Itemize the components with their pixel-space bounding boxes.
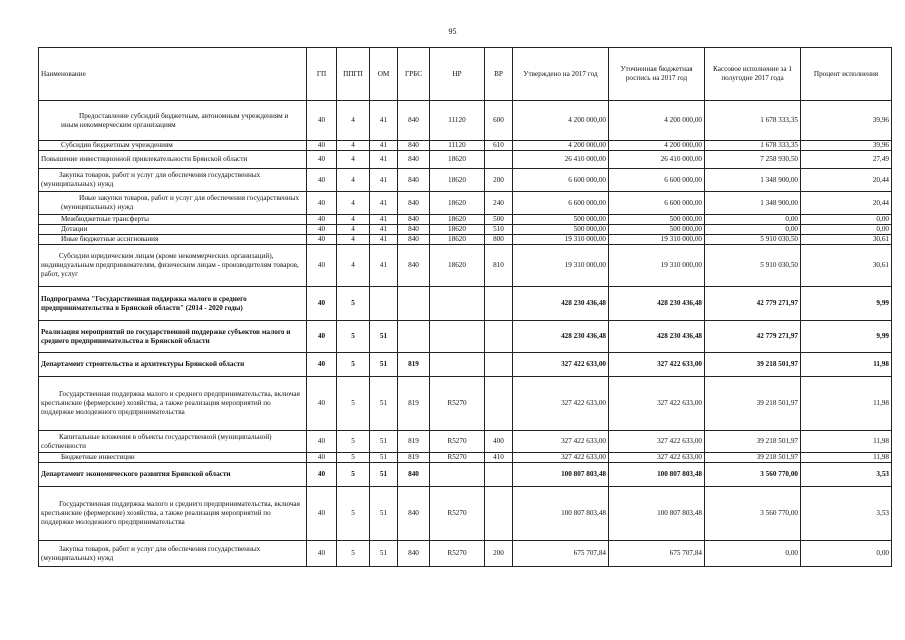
cell-name: Повышение инвестиционной привлекательности Брянской области [39,151,307,169]
cell-cash: 39 218 501,97 [705,431,801,453]
cell-percent: 0,00 [801,225,892,235]
cell-revised: 19 310 000,00 [609,235,705,245]
cell-percent: 3,53 [801,463,892,487]
table-row [39,377,892,431]
cell-percent: 9,99 [801,321,892,353]
cell-nr: 11120 [430,141,485,151]
cell-om: 41 [370,141,398,151]
cell-revised: 6 600 000,00 [609,169,705,192]
cell-grbs [398,287,430,321]
header-gp: ГП [307,48,337,101]
cell-grbs: 819 [398,431,430,453]
cell-approved: 675 707,84 [513,541,609,567]
table-row [39,235,892,245]
cell-ppgp: 5 [337,321,370,353]
cell-revised: 327 422 633,00 [609,453,705,463]
cell-vr: 240 [485,192,513,215]
cell-ppgp: 5 [337,431,370,453]
cell-name: Межбюджетные трансферты [39,215,307,225]
cell-vr: 500 [485,215,513,225]
cell-name: Иные закупки товаров, работ и услуг для обеспечения государственных (муниципальных) нужд [39,192,307,215]
cell-vr [485,377,513,431]
cell-nr: 18620 [430,235,485,245]
cell-om: 41 [370,235,398,245]
cell-approved: 100 807 803,48 [513,463,609,487]
cell-ppgp: 5 [337,453,370,463]
cell-grbs: 840 [398,215,430,225]
cell-percent: 9,99 [801,287,892,321]
cell-gp: 40 [307,141,337,151]
cell-nr: R5270 [430,377,485,431]
cell-approved: 4 200 000,00 [513,101,609,141]
cell-percent: 20,44 [801,169,892,192]
cell-gp: 40 [307,192,337,215]
cell-name: Капитальные вложения в объекты государственной (муниципальной) собственности [39,431,307,453]
header-vr: ВР [485,48,513,101]
cell-grbs: 840 [398,463,430,487]
cell-revised: 500 000,00 [609,225,705,235]
header-om: ОМ [370,48,398,101]
cell-ppgp: 4 [337,151,370,169]
cell-gp: 40 [307,151,337,169]
cell-revised: 500 000,00 [609,215,705,225]
cell-revised: 327 422 633,00 [609,353,705,377]
cell-om: 51 [370,431,398,453]
cell-ppgp: 4 [337,215,370,225]
cell-revised: 675 707,84 [609,541,705,567]
cell-revised: 26 410 000,00 [609,151,705,169]
cell-cash: 39 218 501,97 [705,353,801,377]
table-row [39,431,892,453]
cell-name: Реализация мероприятий по государственной поддержке субъектов малого и среднего предпринимательства в Брянской области [39,321,307,353]
cell-om: 41 [370,192,398,215]
cell-ppgp: 5 [337,487,370,541]
cell-cash: 0,00 [705,225,801,235]
cell-vr [485,321,513,353]
cell-percent: 11,98 [801,377,892,431]
cell-ppgp: 5 [337,541,370,567]
cell-approved: 327 422 633,00 [513,377,609,431]
cell-revised: 100 807 803,48 [609,463,705,487]
cell-ppgp: 5 [337,463,370,487]
cell-approved: 6 600 000,00 [513,192,609,215]
cell-nr: 18620 [430,169,485,192]
cell-nr: R5270 [430,541,485,567]
page-number: 95 [448,27,457,36]
table-row [39,321,892,353]
cell-grbs: 840 [398,141,430,151]
cell-name: Дотации [39,225,307,235]
cell-revised: 428 230 436,48 [609,287,705,321]
header-cash: Кассовое исполнение за 1 полугодие 2017 года [705,48,801,101]
cell-om [370,287,398,321]
header-nr: НР [430,48,485,101]
cell-name: Государственная поддержка малого и среднего предпринимательства, включая крестьянские (фермерские) хозяйства, а также реализация мероприятий по поддержке молодежного предпринимательства [39,377,307,431]
cell-gp: 40 [307,487,337,541]
cell-om: 41 [370,169,398,192]
table-row [39,151,892,169]
cell-nr: 18620 [430,215,485,225]
cell-gp: 40 [307,353,337,377]
cell-approved: 428 230 436,48 [513,287,609,321]
cell-om: 51 [370,377,398,431]
cell-revised: 4 200 000,00 [609,101,705,141]
cell-cash: 1 348 900,00 [705,169,801,192]
cell-gp: 40 [307,321,337,353]
table-row [39,192,892,215]
cell-nr [430,353,485,377]
cell-nr: R5270 [430,487,485,541]
cell-revised: 327 422 633,00 [609,431,705,453]
cell-revised: 100 807 803,48 [609,487,705,541]
cell-ppgp: 4 [337,101,370,141]
cell-approved: 327 422 633,00 [513,453,609,463]
cell-ppgp: 4 [337,225,370,235]
cell-grbs: 840 [398,235,430,245]
header-revised: Уточненная бюджетная роспись на 2017 год [609,48,705,101]
cell-approved: 26 410 000,00 [513,151,609,169]
cell-name: Предоставление субсидий бюджетным, автономным учреждениям и иным некоммерческим организациям [39,101,307,141]
header-grbs: ГРБС [398,48,430,101]
cell-om: 51 [370,353,398,377]
cell-vr: 510 [485,225,513,235]
cell-om: 51 [370,453,398,463]
cell-gp: 40 [307,541,337,567]
cell-vr: 610 [485,141,513,151]
cell-percent: 0,00 [801,215,892,225]
cell-om: 51 [370,487,398,541]
cell-approved: 327 422 633,00 [513,353,609,377]
cell-revised: 4 200 000,00 [609,141,705,151]
cell-om: 41 [370,245,398,287]
table-row [39,101,892,141]
cell-ppgp: 5 [337,287,370,321]
cell-approved: 100 807 803,48 [513,487,609,541]
cell-cash: 39 218 501,97 [705,377,801,431]
cell-grbs: 840 [398,245,430,287]
cell-grbs: 840 [398,101,430,141]
cell-om: 41 [370,151,398,169]
table-row [39,141,892,151]
cell-gp: 40 [307,431,337,453]
cell-name: Департамент строительства и архитектуры Брянской области [39,353,307,377]
header-name: Наименование [39,48,307,101]
cell-grbs: 840 [398,541,430,567]
cell-cash: 3 560 770,00 [705,487,801,541]
table-row [39,353,892,377]
header-approved: Утверждено на 2017 год [513,48,609,101]
cell-cash: 1 678 333,35 [705,141,801,151]
cell-nr [430,321,485,353]
cell-om: 41 [370,215,398,225]
cell-grbs: 819 [398,377,430,431]
cell-cash: 42 779 271,97 [705,287,801,321]
cell-cash: 7 258 930,50 [705,151,801,169]
cell-ppgp: 4 [337,245,370,287]
cell-cash: 5 910 030,50 [705,245,801,287]
cell-ppgp: 4 [337,141,370,151]
table-row [39,225,892,235]
cell-grbs: 840 [398,487,430,541]
cell-grbs [398,321,430,353]
cell-percent: 3,53 [801,487,892,541]
cell-nr: R5270 [430,431,485,453]
cell-vr: 600 [485,101,513,141]
cell-cash: 1 678 333,35 [705,101,801,141]
cell-vr: 800 [485,235,513,245]
cell-nr [430,463,485,487]
cell-name: Бюджетные инвестиции [39,453,307,463]
cell-cash: 42 779 271,97 [705,321,801,353]
cell-nr: 11120 [430,101,485,141]
table-row [39,169,892,192]
cell-vr [485,151,513,169]
cell-vr: 200 [485,541,513,567]
cell-cash: 0,00 [705,215,801,225]
table-row [39,541,892,567]
cell-gp: 40 [307,463,337,487]
cell-nr: 18620 [430,245,485,287]
cell-nr: 18620 [430,192,485,215]
cell-percent: 27,49 [801,151,892,169]
cell-nr: 18620 [430,151,485,169]
cell-vr [485,287,513,321]
cell-percent: 30,61 [801,235,892,245]
cell-percent: 11,98 [801,431,892,453]
cell-vr [485,463,513,487]
cell-approved: 19 310 000,00 [513,235,609,245]
cell-name: Подпрограмма "Государственная поддержка малого и среднего предпринимательства в Брянской области" (2014 - 2020 годы) [39,287,307,321]
cell-approved: 428 230 436,48 [513,321,609,353]
header-row [39,48,892,101]
cell-nr [430,287,485,321]
cell-revised: 19 310 000,00 [609,245,705,287]
cell-name: Субсидии юридическим лицам (кроме некоммерческих организаций), индивидуальным предпринимателям, физическим лицам - производителям товаров, работ, услуг [39,245,307,287]
budget-table [38,47,892,567]
cell-gp: 40 [307,215,337,225]
cell-ppgp: 4 [337,235,370,245]
cell-cash: 3 560 770,00 [705,463,801,487]
cell-approved: 19 310 000,00 [513,245,609,287]
cell-approved: 4 200 000,00 [513,141,609,151]
cell-percent: 0,00 [801,541,892,567]
cell-om: 51 [370,541,398,567]
table-row [39,245,892,287]
cell-grbs: 840 [398,192,430,215]
table-row [39,463,892,487]
table-row [39,487,892,541]
cell-om: 51 [370,321,398,353]
cell-approved: 327 422 633,00 [513,431,609,453]
cell-approved: 500 000,00 [513,225,609,235]
cell-vr [485,353,513,377]
cell-cash: 0,00 [705,541,801,567]
header-percent: Процент исполнения [801,48,892,101]
cell-gp: 40 [307,101,337,141]
cell-name: Субсидии бюджетным учреждениям [39,141,307,151]
cell-om: 51 [370,463,398,487]
cell-gp: 40 [307,225,337,235]
cell-cash: 1 348 900,00 [705,192,801,215]
cell-grbs: 840 [398,225,430,235]
cell-approved: 6 600 000,00 [513,169,609,192]
cell-ppgp: 5 [337,377,370,431]
cell-name: Департамент экономического развития Брянской области [39,463,307,487]
cell-om: 41 [370,225,398,235]
cell-percent: 11,98 [801,353,892,377]
cell-percent: 30,61 [801,245,892,287]
cell-name: Закупка товаров, работ и услуг для обеспечения государственных (муниципальных) нужд [39,541,307,567]
cell-cash: 5 910 030,50 [705,235,801,245]
table-row [39,215,892,225]
cell-name: Иные бюджетные ассигнования [39,235,307,245]
cell-grbs: 840 [398,169,430,192]
header-ppgp: ППГП [337,48,370,101]
cell-ppgp: 5 [337,353,370,377]
cell-grbs: 840 [398,151,430,169]
cell-vr: 200 [485,169,513,192]
cell-name: Закупка товаров, работ и услуг для обеспечения государственных (муниципальных) нужд [39,169,307,192]
cell-name: Государственная поддержка малого и среднего предпринимательства, включая крестьянские (фермерские) хозяйства, а также реализация мероприятий по поддержке молодежного предпринимательства [39,487,307,541]
cell-revised: 428 230 436,48 [609,321,705,353]
cell-percent: 20,44 [801,192,892,215]
cell-vr: 410 [485,453,513,463]
cell-vr: 810 [485,245,513,287]
cell-cash: 39 218 501,97 [705,453,801,463]
cell-approved: 500 000,00 [513,215,609,225]
cell-ppgp: 4 [337,192,370,215]
cell-gp: 40 [307,245,337,287]
cell-om: 41 [370,101,398,141]
cell-percent: 39,96 [801,101,892,141]
cell-ppgp: 4 [337,169,370,192]
cell-gp: 40 [307,287,337,321]
cell-nr: 18620 [430,225,485,235]
cell-revised: 327 422 633,00 [609,377,705,431]
cell-revised: 6 600 000,00 [609,192,705,215]
cell-grbs: 819 [398,353,430,377]
table-row [39,287,892,321]
table-row [39,453,892,463]
cell-grbs: 819 [398,453,430,463]
cell-vr: 400 [485,431,513,453]
cell-vr [485,487,513,541]
cell-gp: 40 [307,235,337,245]
cell-percent: 39,96 [801,141,892,151]
cell-nr: R5270 [430,453,485,463]
cell-gp: 40 [307,169,337,192]
cell-gp: 40 [307,377,337,431]
cell-gp: 40 [307,453,337,463]
cell-percent: 11,98 [801,453,892,463]
